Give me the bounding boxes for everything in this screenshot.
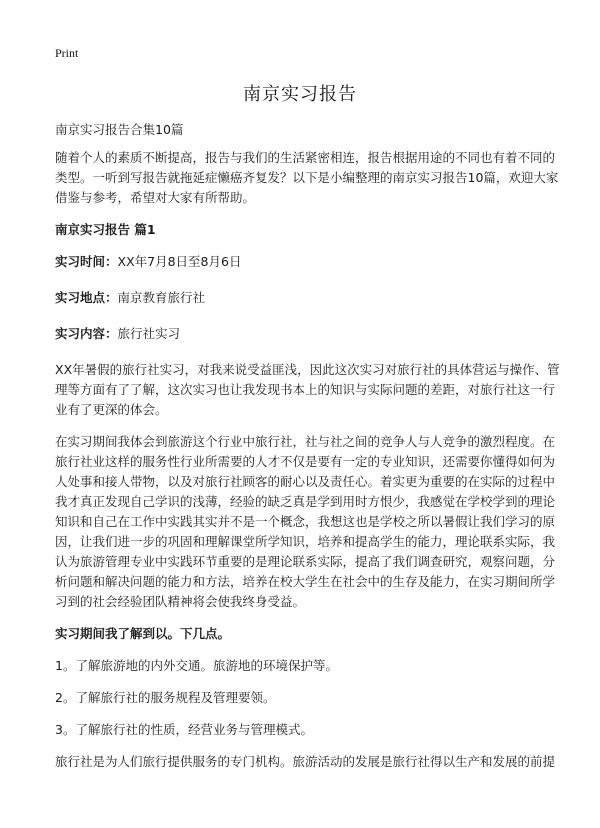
field-value: 南京教育旅行社 <box>117 290 206 305</box>
print-link[interactable]: Print <box>55 46 79 60</box>
body-paragraph: 在实习期间我体会到旅游这个行业中旅行社，社与社之间的竞争人与人竞争的激烈程度。在旅行社业这样的服务性行业所需要的人才不仅是要有一定的专业知识，还需要你懂得如何为人处事和接人带物，以及对旅行社顾客的耐心以及责任心。着实更为重要的在实际的过程中我才真正发现自己学识的浅薄，经验的缺乏真是学到用时方恨少，我感觉在学校学到的理论知识和自己在工作中实践其实并不是一个概念，我想这也是学校之所以暑假让我们学习的原因，让我们进一步的巩固和理解课堂所学知识，培养和提高学生的能力，理论联系实际，我认为旅游管理专业中实践环节重要的是理论联系实际，提高了我们调查研究，观察问题，分析问题和解决问题的能力和方法，培养在校大学生在社会中的生存及能力，在实习期间所学习到的社会经验团队精神将会使我终身受益。 <box>55 434 556 609</box>
field-internship-time <box>55 252 560 272</box>
section-heading: 实习期间我了解到以。下几点。 <box>55 626 231 641</box>
field-internship-location <box>55 288 560 308</box>
closing-paragraph: 旅行社是为人们旅行提供服务的专门机构。旅游活动的发展是旅行社得以生产和发展的前提 <box>55 754 556 769</box>
intro-paragraph: 随着个人的素质不断提高，报告与我们的生活紧密相连，报告根据用途的不同也有着不同的类型。一听到写报告就拖延症懒癌齐复发？以下是小编整理的南京实习报告10篇，欢迎大家借鉴与参考，希望对大家有所帮助。 <box>55 150 559 205</box>
field-value: 旅行社实习 <box>117 326 181 341</box>
document-body <box>55 120 560 784</box>
list-item: 3。了解旅行社的性质，经营业务与管理模式。 <box>55 722 313 737</box>
list-item: 2。了解旅行社的服务规程及管理要领。 <box>55 690 276 705</box>
field-label: 实习地点： <box>55 290 118 305</box>
section-heading: 南京实习报告 篇1 <box>55 222 156 237</box>
body-paragraph: XX年暑假的旅行社实习，对我来说受益匪浅，因此这次实习对旅行社的具体营运与操作、管理等方面有了了解，这次实习也让我发现书本上的知识与实际问题的差距，对旅行社这一行业有了更深的体会。 <box>55 362 560 417</box>
page-title: 南京实习报告 <box>243 84 357 105</box>
field-value: XX年7月8日至8月6日 <box>117 254 242 269</box>
document-subtitle: 南京实习报告合集10篇 <box>55 122 184 137</box>
field-label: 实习内容： <box>55 326 118 341</box>
field-label: 实习时间： <box>55 254 118 269</box>
field-internship-content <box>55 324 560 344</box>
list-item: 1。了解旅游地的内外交通。旅游地的环境保护等。 <box>55 658 338 673</box>
